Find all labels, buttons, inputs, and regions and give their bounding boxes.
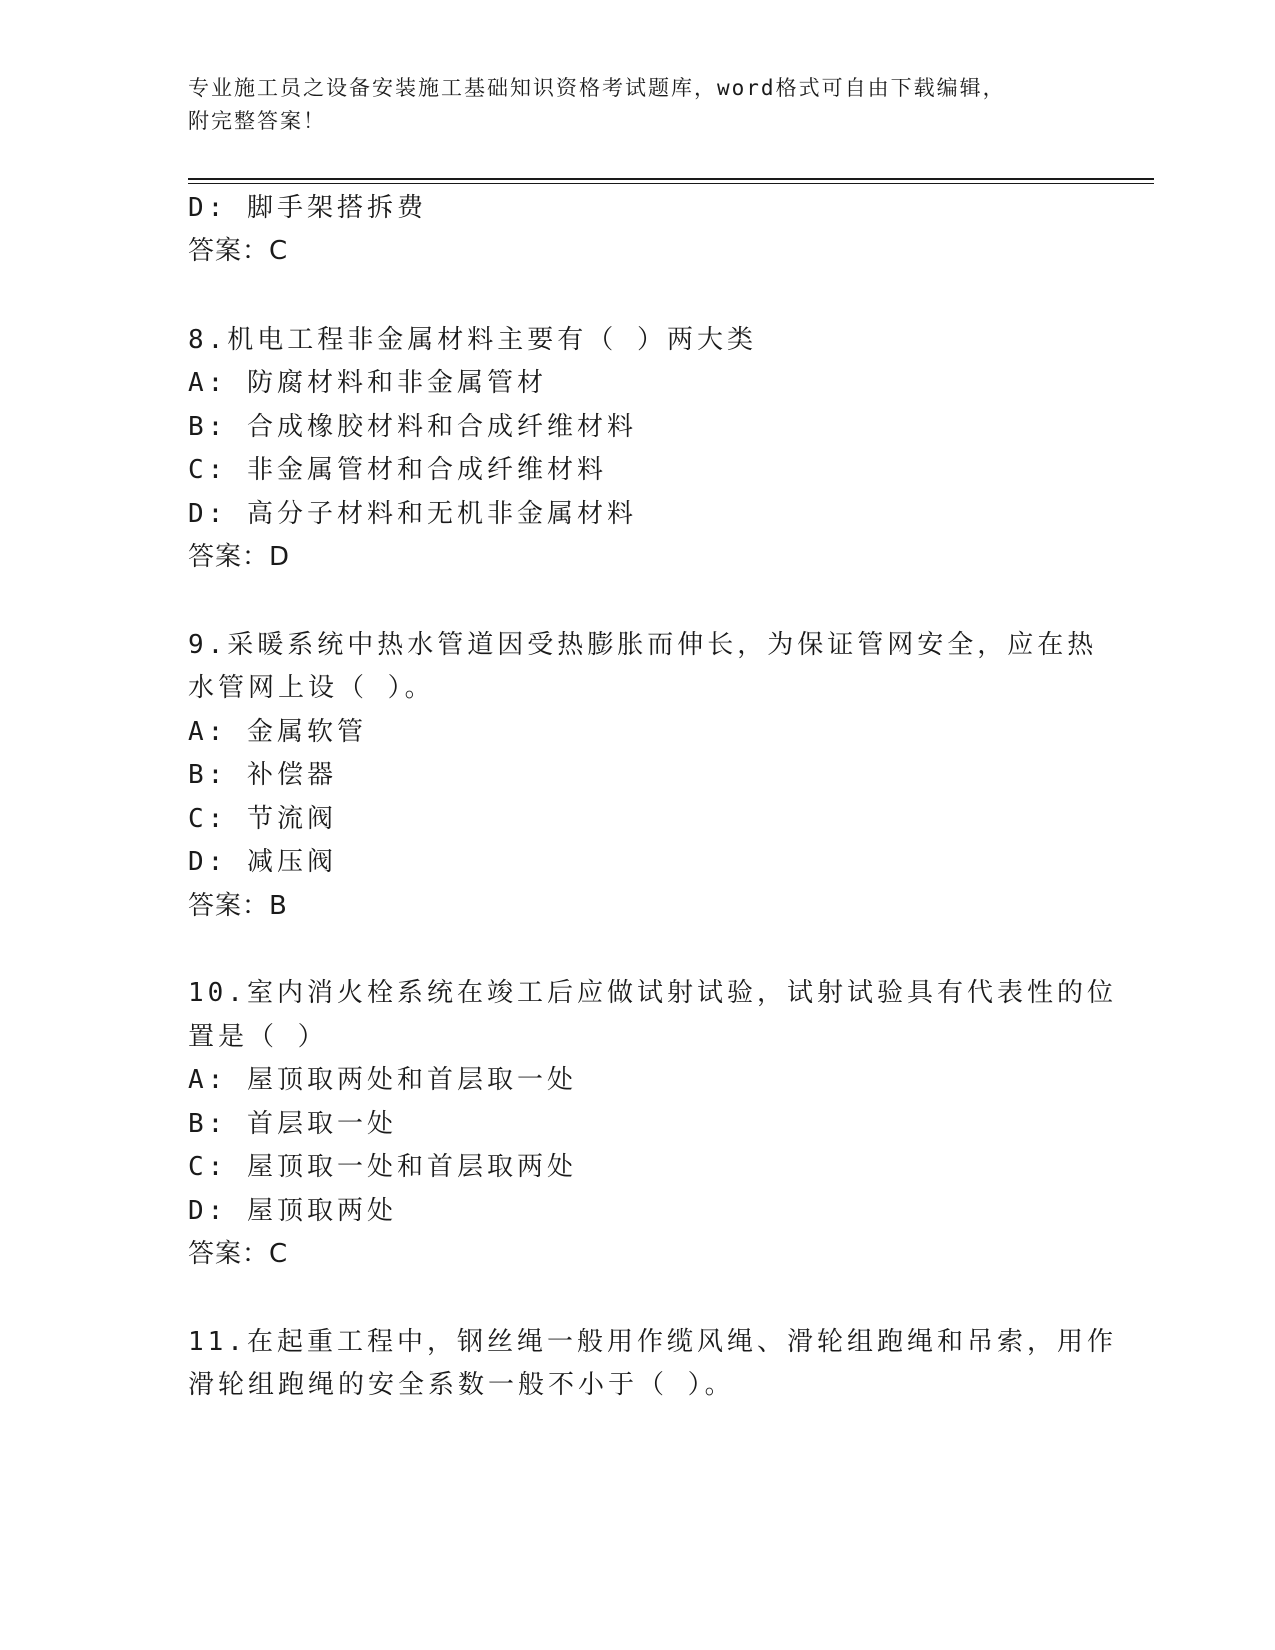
- q8-stem: 8.机电工程非金属材料主要有（ ）两大类: [188, 325, 757, 355]
- header-rule-thick: [188, 178, 1154, 180]
- q9-option-a: A: 金属软管: [188, 717, 367, 747]
- q7-answer: 答案：C: [188, 236, 289, 266]
- header-rule-thin: [188, 183, 1154, 184]
- q9-stem-line-2: 水管网上设（ ）。: [188, 673, 435, 703]
- q8-option-c: C: 非金属管材和合成纤维材料: [188, 455, 607, 485]
- q10-option-d: D: 屋顶取两处: [188, 1196, 397, 1226]
- q8-answer: 答案：D: [188, 542, 291, 572]
- q10-stem-line-1: 10.室内消火栓系统在竣工后应做试射试验，试射试验具有代表性的位: [188, 978, 1117, 1008]
- q8-option-b: B: 合成橡胶材料和合成纤维材料: [188, 412, 637, 442]
- q8-option-a: A: 防腐材料和非金属管材: [188, 368, 547, 398]
- q11-stem-line-2: 滑轮组跑绳的安全系数一般不小于（ ）。: [188, 1370, 735, 1400]
- q10-stem-line-2: 置是（ ）: [188, 1022, 328, 1052]
- q9-option-d: D: 减压阀: [188, 847, 337, 877]
- q10-answer: 答案：C: [188, 1239, 289, 1269]
- q9-option-c: C: 节流阀: [188, 804, 337, 834]
- q10-option-c: C: 屋顶取一处和首层取两处: [188, 1152, 577, 1182]
- q11-stem-line-1: 11.在起重工程中，钢丝绳一般用作缆风绳、滑轮组跑绳和吊索，用作: [188, 1327, 1117, 1357]
- q9-stem-line-1: 9.采暖系统中热水管道因受热膨胀而伸长，为保证管网安全，应在热: [188, 630, 1098, 660]
- header-line-1: 专业施工员之设备安装施工基础知识资格考试题库，word格式可自由下载编辑，: [188, 76, 1006, 100]
- q10-option-b: B: 首层取一处: [188, 1109, 397, 1139]
- q9-option-b: B: 补偿器: [188, 760, 337, 790]
- header-line-2: 附完整答案！: [188, 109, 326, 133]
- document-header: [188, 72, 1088, 138]
- q8-option-d: D: 高分子材料和无机非金属材料: [188, 499, 637, 529]
- q9-answer: 答案：B: [188, 891, 288, 921]
- q10-option-a: A: 屋顶取两处和首层取一处: [188, 1065, 577, 1095]
- q7-option-d: D: 脚手架搭拆费: [188, 193, 427, 223]
